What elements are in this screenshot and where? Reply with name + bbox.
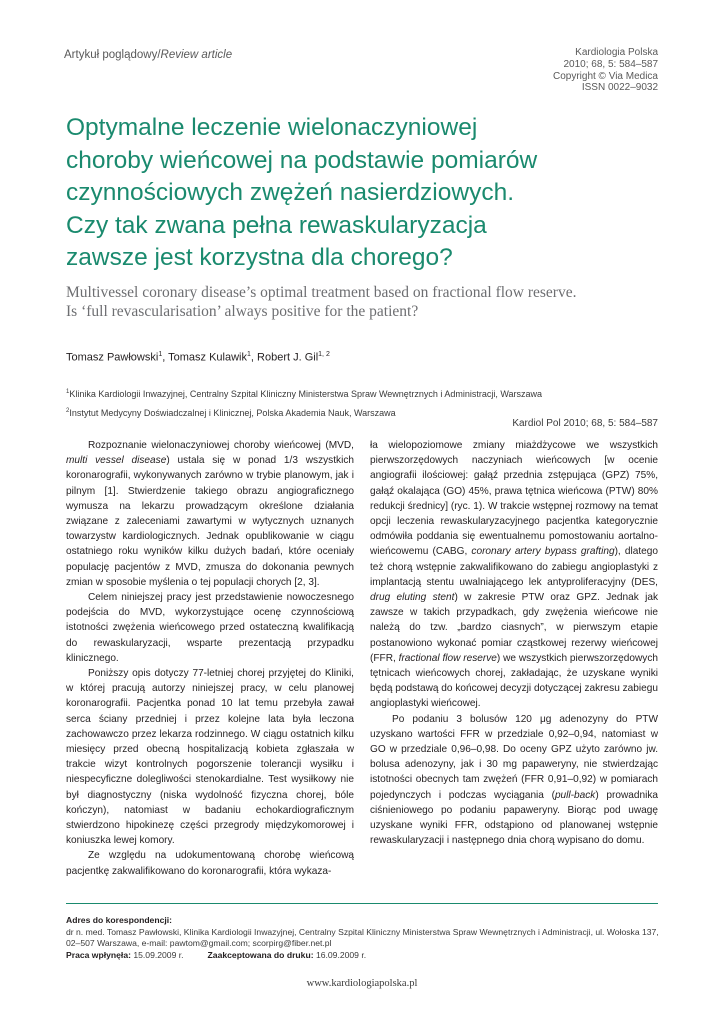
body-paragraph: Celem niniejszej pracy jest przedstawienie nowoczesnego podejścia do MVD, wykorzystujące ocenę czynnościową istotności zwężenia wieńcowego przed ostateczną kwalifikacją do rewaskularyzacji, wsparte prezentacją przypadku klinicznego. bbox=[66, 592, 354, 664]
text-run: Rozpoznanie wielonaczyniowej choroby wieńcowej (MVD, bbox=[88, 440, 354, 451]
authors bbox=[66, 351, 330, 364]
affiliations bbox=[66, 384, 542, 422]
text-run: ) w zakresie PTW oraz GPZ. Jednak jak zawsze w takich przypadkach, gdy zwężenia wieńcowe nie należą do tzw. „bardzo ciasnych”, w pierwszym etapie postanowiono wykonać pomiar cząstkowej rezerwy wieńcowej (FFR, bbox=[370, 592, 658, 664]
text-run-italic: drug eluting stent bbox=[370, 592, 455, 604]
author-affiliation-mark: 1 bbox=[247, 351, 251, 358]
article-type bbox=[64, 49, 232, 61]
article-title bbox=[66, 112, 666, 275]
accepted-date: 16.09.2009 r. bbox=[315, 949, 367, 960]
affiliation-mark: 1 bbox=[66, 389, 70, 395]
article-type-pl: Artykuł poglądowy/ bbox=[64, 49, 161, 61]
author-affiliation-mark: 1 bbox=[158, 351, 163, 358]
author-name: , Robert J. Gil bbox=[250, 351, 319, 364]
accepted-label: Zaakceptowana do druku: bbox=[207, 949, 314, 960]
correspondence-block bbox=[66, 915, 666, 961]
subtitle-line: Is ‘full revascularisation’ always positive for the patient? bbox=[66, 302, 419, 320]
body-paragraph: Poniższy opis dotyczy 77-letniej chorej przyjętej do Kliniki, w której pracują autorzy niniejszej pracy, w celu planowej koronarografii. Pacjentka ponad 10 lat temu przebyła zawał serca ściany przedniej i przez kolejne lata była leczona zachowawczo przez lekarza rodzinnego. W ciągu ostatnich kilku miesięcy przed obecną hospitalizacją kobieta zgłaszała w trakcie wizyt kontrolnych pogorszenie tolerancji wysiłku i niespecyficzne dolegliwości stenokardialne. Test wysiłkowy nie był diagnostyczny (niska wydolność fizyczna chorej, bóle kończyn), natomiast w badaniu echokardiograficznym stwierdzono hipokinezę części przegrody międzykomorowej i koniuszka lewej komory. bbox=[66, 668, 354, 847]
divider bbox=[66, 903, 658, 904]
body-paragraph bbox=[370, 438, 658, 712]
title-line: Czy tak zwana pełna rewaskularyzacja bbox=[66, 211, 487, 239]
journal-copyright: Copyright © Via Medica bbox=[552, 70, 658, 82]
article-subtitle-en bbox=[66, 284, 666, 321]
text-run: ) prowadnika ciśnieniowego po podaniu papaweryny. Biorąc pod uwagę uzyskane wyniki FFR, odstąpiono od planowanej wstępnie rewaskularyzacji i następnego dnia chorą wypisano do domu. bbox=[370, 789, 658, 847]
body-paragraph bbox=[370, 712, 658, 849]
correspondence-address: dr n. med. Tomasz Pawłowski, Klinika Kardiologii Inwazyjnej, Centralny Szpital Kliniczny Ministerstwa Spraw Wewnętrznych i Administracji, ul. Wołoska 137, 02–507 Warszawa, e-mail: pawtom@gmail.com; scorpirg@fiber.net.pl bbox=[66, 926, 659, 949]
body-paragraph bbox=[66, 438, 354, 590]
text-run: Po podaniu 3 bolusów 120 μg adenozyny do PTW uzyskano wartości FFR w przedziale 0,92–0,94, natomiast w GO w przedziale 0,96–0,98. Do oceny GPZ użyto zarówno jw. bolusa adenozyny, jak i 30 mg papaweryny, nie stwierdzając istotności obecnych tam zwężeń (FFR 0,91–0,92) w pomiarach pojedynczych i podczas wyciągania ( bbox=[370, 713, 658, 801]
correspondence-heading: Adres do korespondencji: bbox=[66, 915, 173, 925]
title-line: zawsze jest korzystna dla chorego? bbox=[66, 244, 453, 272]
author-affiliation-mark: 1, 2 bbox=[318, 351, 330, 358]
text-run: ła wielopoziomowe zmiany miażdżycowe we wszystkich pierwszorzędowych naczyniach wieńcowych [w ocenie angiografii ilościowej: gałąź przednia zstępująca (GPZ) 75%, gałąź okalająca (GO) 45%, prawa tętnica wieńcowa (PTW) 80% redukcji średnicy] (ryc. 1). W trakcie wstępnej rozmowy na temat opcji leczenia rewaskularyzacyjnego pacjentka kategorycznie odmówiła poddania się ewentualnemu pomostowaniu aortalno-wieńcowemu (CABG, bbox=[370, 440, 658, 558]
affiliation bbox=[66, 403, 542, 422]
journal-info bbox=[553, 47, 658, 94]
affiliation-mark: 2 bbox=[66, 408, 70, 414]
text-run: ) ustala się w ponad 1/3 wszystkich koronarografii, wykonywanych zarówno w trybie planowym, jak i pilnym [1]. Stwierdzenie takiego obrazu angiograficznego wymusza na lekarzu prowadzącym określone działania związane z zaleceniami zawartymi w wytycznych uznanych towarzystw kardiologicznych. Jednak opublikowanie w ciągu ostatniego roku wyników kilku dużych badań, które oceniały populację pacjentów z MVD, zmusza do dokonania pewnych zmian w sposobie myślenia o tej populacji chorych [2, 3]. bbox=[66, 455, 354, 588]
correspondence-dates bbox=[66, 950, 666, 962]
title-line: Optymalne leczenie wielonaczyniowej bbox=[66, 114, 478, 141]
citation: Kardiol Pol 2010; 68, 5: 584–587 bbox=[512, 418, 658, 429]
footer-url[interactable]: www.kardiologiapolska.pl bbox=[306, 978, 418, 989]
article-type-en: Review article bbox=[160, 49, 233, 61]
author-name: Tomasz Pawłowski bbox=[66, 351, 159, 364]
title-line: czynnościowych zwężeń nasierdziowych. bbox=[66, 179, 514, 207]
affiliation-text: Klinika Kardiologii Inwazyjnej, Centralny Szpital Kliniczny Ministerstwa Spraw Wewnętrznych i Administracji, Warszawa bbox=[69, 389, 543, 399]
subtitle-line: Multivessel coronary disease’s optimal treatment based on fractional flow reserve. bbox=[66, 284, 577, 301]
text-run-italic: coronary artery bypass grafting bbox=[471, 546, 615, 558]
journal-issn: ISSN 0022–9032 bbox=[581, 82, 658, 94]
text-run: ), dlatego też chorą wstępnie zakwalifikowano do zabiegu angioplastyki z implantacją stentu uwalniającego lek antyproliferacyjny (DES, bbox=[370, 546, 658, 588]
journal-volume: 2010; 68, 5: 584–587 bbox=[563, 58, 658, 70]
body-column-right bbox=[370, 438, 658, 848]
title-line: choroby wieńcowej na podstawie pomiarów bbox=[66, 146, 538, 174]
author-name: , Tomasz Kulawik bbox=[162, 351, 247, 364]
text-run-italic: fractional flow reserve bbox=[398, 652, 497, 664]
text-run-italic: pull-back bbox=[554, 789, 596, 801]
body-column-left bbox=[66, 438, 354, 879]
received-label: Praca wpłynęła: bbox=[66, 949, 131, 960]
journal-name: Kardiologia Polska bbox=[575, 47, 658, 58]
text-run: ) we wszystkich pierwszorzędowych tętnicach wieńcowych chorej, zakładając, że uzyskane wyniki będą podstawą do końcowej decyzji dotyczącej zakresu zabiegu angioplastyki wieńcowej. bbox=[370, 652, 659, 710]
body-paragraph: Ze względu na udokumentowaną chorobę wieńcową pacjentkę zakwalifikowano do koronarografii, która wykaza- bbox=[66, 850, 354, 877]
affiliation-text: Instytut Medycyny Doświadczalnej i Klinicznej, Polska Akademia Nauk, Warszawa bbox=[69, 408, 396, 418]
received-date: 15.09.2009 r. bbox=[133, 949, 184, 960]
affiliation bbox=[66, 384, 542, 403]
text-run-italic: multi vessel disease bbox=[66, 455, 167, 467]
